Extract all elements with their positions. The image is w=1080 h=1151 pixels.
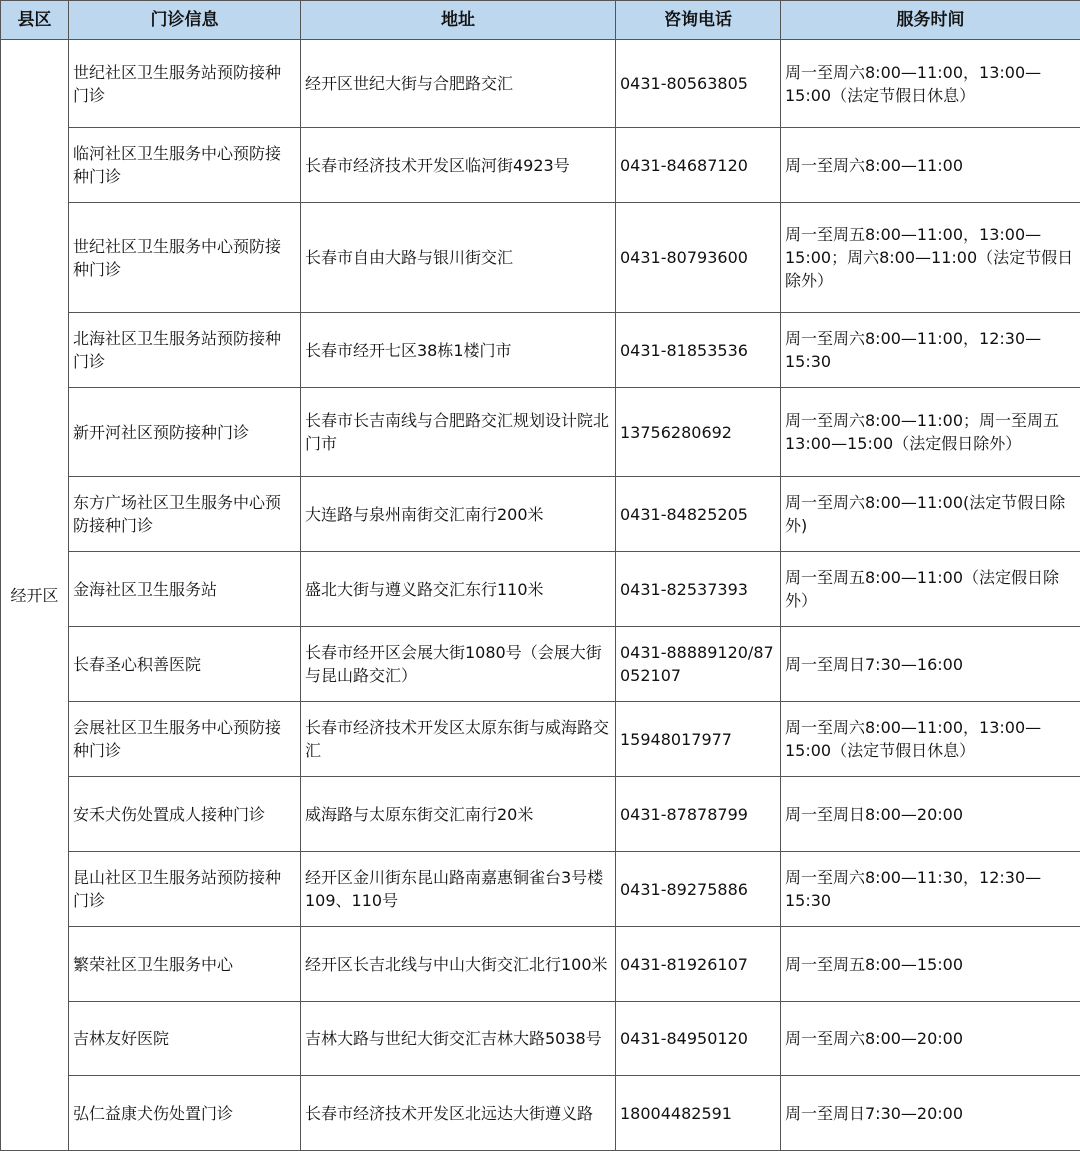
clinic-name: 北海社区卫生服务站预防接种门诊 — [69, 313, 301, 388]
clinic-phone: 0431-80563805 — [616, 40, 781, 128]
clinic-phone: 0431-82537393 — [616, 552, 781, 627]
clinic-address: 盛北大街与遵义路交汇东行110米 — [301, 552, 616, 627]
clinic-hours: 周一至周六8:00—20:00 — [781, 1002, 1080, 1076]
clinic-name: 临河社区卫生服务中心预防接种门诊 — [69, 128, 301, 203]
clinic-name: 昆山社区卫生服务站预防接种门诊 — [69, 852, 301, 927]
header-phone: 咨询电话 — [616, 1, 781, 40]
clinic-hours: 周一至周五8:00—15:00 — [781, 927, 1080, 1002]
clinic-hours: 周一至周五8:00—11:00，13:00—15:00；周六8:00—11:00（法定节假日除外） — [781, 203, 1080, 313]
table-row — [1, 777, 1080, 852]
table-row — [1, 388, 1080, 477]
table-row — [1, 1002, 1080, 1076]
clinic-address: 威海路与太原东街交汇南行20米 — [301, 777, 616, 852]
table-row — [1, 552, 1080, 627]
clinic-phone: 0431-81926107 — [616, 927, 781, 1002]
header-address: 地址 — [301, 1, 616, 40]
clinic-name: 东方广场社区卫生服务中心预防接种门诊 — [69, 477, 301, 552]
clinic-phone: 0431-88889120/87052107 — [616, 627, 781, 702]
table-row — [1, 852, 1080, 927]
header-hours: 服务时间 — [781, 1, 1080, 40]
clinic-hours: 周一至周日7:30—20:00 — [781, 1076, 1080, 1151]
clinic-phone: 0431-89275886 — [616, 852, 781, 927]
clinic-address: 经开区金川街东昆山路南嘉惠铜雀台3号楼109、110号 — [301, 852, 616, 927]
header-row — [1, 1, 1080, 40]
clinic-hours: 周一至周六8:00—11:00，13:00—15:00（法定节假日休息） — [781, 40, 1080, 128]
clinic-name: 安禾犬伤处置成人接种门诊 — [69, 777, 301, 852]
clinic-address: 长春市长吉南线与合肥路交汇规划设计院北门市 — [301, 388, 616, 477]
clinic-hours: 周一至周六8:00—11:00(法定节假日除外) — [781, 477, 1080, 552]
clinic-name: 世纪社区卫生服务站预防接种门诊 — [69, 40, 301, 128]
clinic-phone: 18004482591 — [616, 1076, 781, 1151]
table-row — [1, 1076, 1080, 1151]
clinic-hours: 周一至周日8:00—20:00 — [781, 777, 1080, 852]
clinic-hours: 周一至周六8:00—11:00，13:00—15:00（法定节假日休息） — [781, 702, 1080, 777]
clinic-name: 会展社区卫生服务中心预防接种门诊 — [69, 702, 301, 777]
clinic-name: 繁荣社区卫生服务中心 — [69, 927, 301, 1002]
clinic-hours: 周一至周五8:00—11:00（法定假日除外） — [781, 552, 1080, 627]
clinic-phone: 0431-80793600 — [616, 203, 781, 313]
clinic-address: 长春市经济技术开发区临河街4923号 — [301, 128, 616, 203]
clinic-address: 长春市自由大路与银川街交汇 — [301, 203, 616, 313]
header-district: 县区 — [1, 1, 69, 40]
clinic-phone: 15948017977 — [616, 702, 781, 777]
clinic-address: 大连路与泉州南街交汇南行200米 — [301, 477, 616, 552]
header-clinic: 门诊信息 — [69, 1, 301, 40]
table-row — [1, 927, 1080, 1002]
table-row — [1, 313, 1080, 388]
clinic-phone: 0431-84687120 — [616, 128, 781, 203]
clinic-address: 长春市经济技术开发区太原东街与威海路交汇 — [301, 702, 616, 777]
clinic-address: 长春市经开区会展大街1080号（会展大街与昆山路交汇） — [301, 627, 616, 702]
clinic-address: 经开区长吉北线与中山大街交汇北行100米 — [301, 927, 616, 1002]
clinic-address: 长春市经开七区38栋1楼门市 — [301, 313, 616, 388]
clinic-address: 吉林大路与世纪大街交汇吉林大路5038号 — [301, 1002, 616, 1076]
table-row — [1, 40, 1080, 128]
clinic-phone: 0431-87878799 — [616, 777, 781, 852]
clinic-hours: 周一至周六8:00—11:30，12:30—15:30 — [781, 852, 1080, 927]
clinic-hours: 周一至周日7:30—16:00 — [781, 627, 1080, 702]
table-row — [1, 128, 1080, 203]
clinic-hours: 周一至周六8:00—11:00 — [781, 128, 1080, 203]
table-row — [1, 477, 1080, 552]
district-cell: 经开区 — [1, 40, 69, 1151]
clinic-address: 长春市经济技术开发区北远达大街遵义路 — [301, 1076, 616, 1151]
clinic-hours: 周一至周六8:00—11:00，12:30—15:30 — [781, 313, 1080, 388]
clinic-name: 世纪社区卫生服务中心预防接种门诊 — [69, 203, 301, 313]
table-row — [1, 203, 1080, 313]
clinic-phone: 13756280692 — [616, 388, 781, 477]
clinic-name: 金海社区卫生服务站 — [69, 552, 301, 627]
table-row — [1, 702, 1080, 777]
clinic-phone: 0431-84950120 — [616, 1002, 781, 1076]
clinic-name: 长春圣心积善医院 — [69, 627, 301, 702]
clinic-address: 经开区世纪大街与合肥路交汇 — [301, 40, 616, 128]
clinic-phone: 0431-81853536 — [616, 313, 781, 388]
clinic-phone: 0431-84825205 — [616, 477, 781, 552]
clinic-name: 吉林友好医院 — [69, 1002, 301, 1076]
clinic-hours: 周一至周六8:00—11:00；周一至周五13:00—15:00（法定假日除外） — [781, 388, 1080, 477]
table-row — [1, 627, 1080, 702]
clinic-name: 新开河社区预防接种门诊 — [69, 388, 301, 477]
clinic-name: 弘仁益康犬伤处置门诊 — [69, 1076, 301, 1151]
